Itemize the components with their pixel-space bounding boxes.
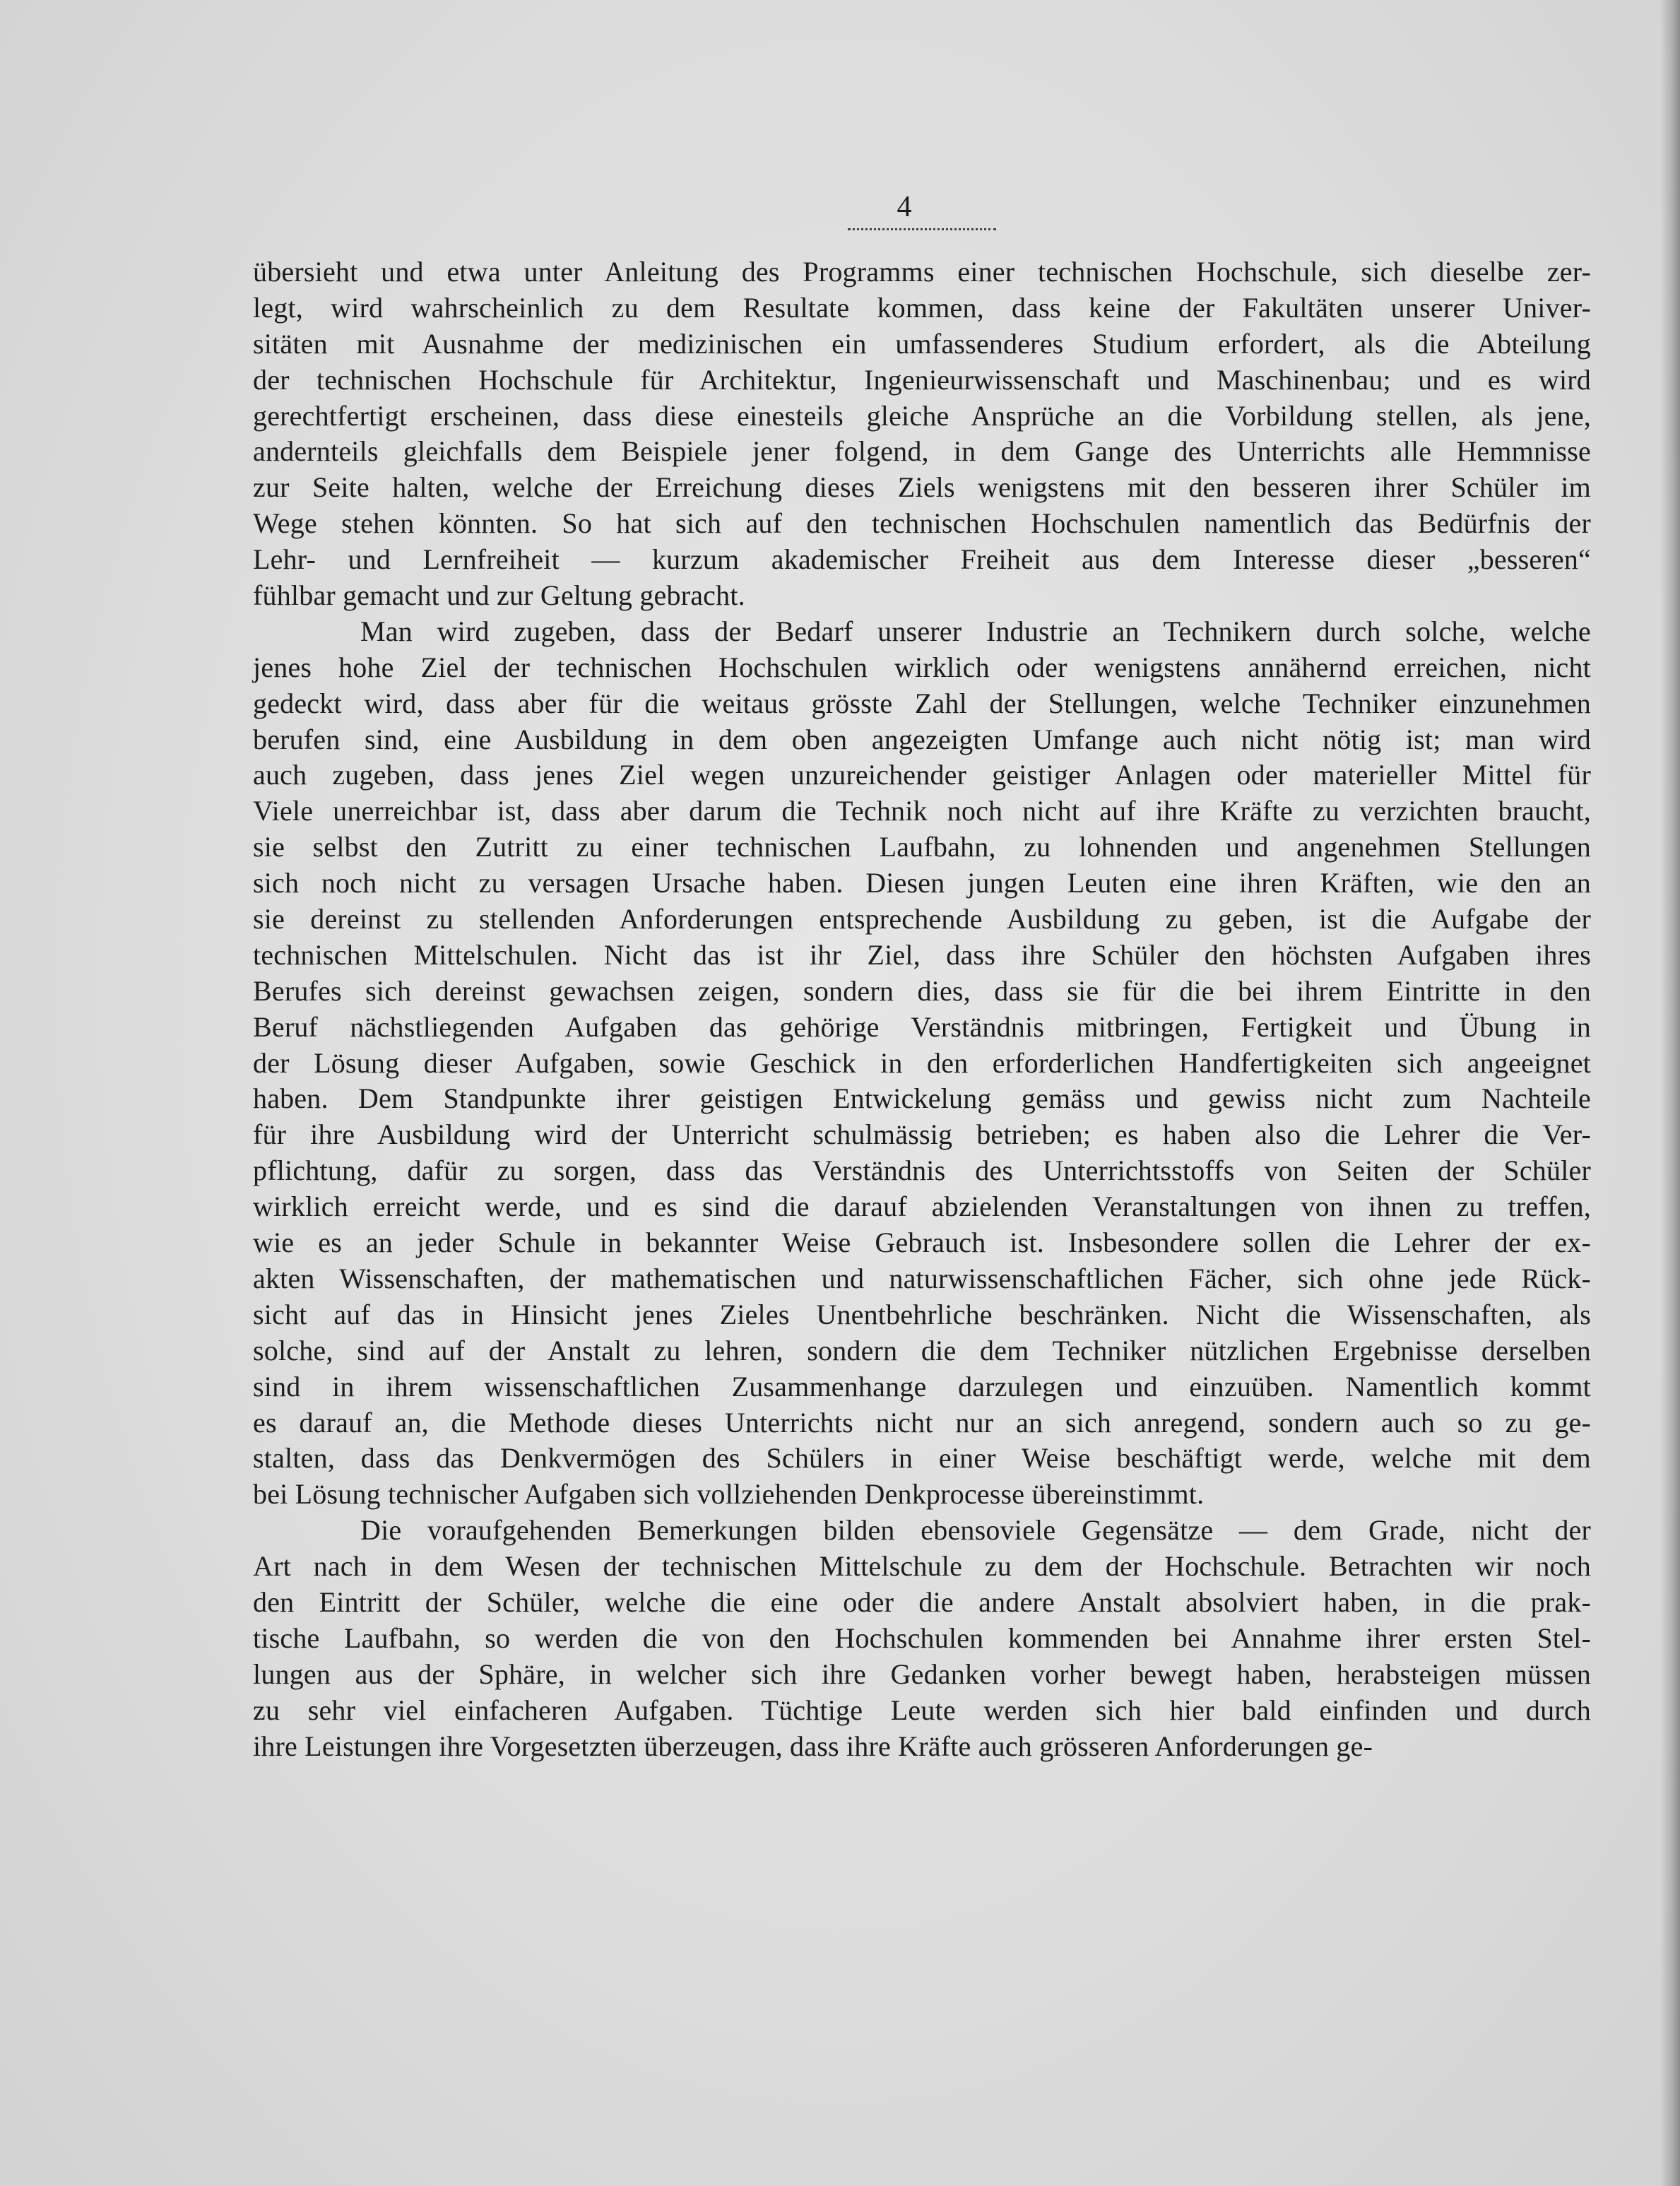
- text-line: Man wird zugeben, dass der Bedarf unserer Industrie an Technikern durch solche, welche: [360, 615, 1591, 647]
- text-line: sind in ihrem wissenschaftlichen Zusammenhange darzulegen und einzuüben. Namentlich kommt: [253, 1370, 1591, 1402]
- text-line: Beruf nächstliegenden Aufgaben das gehörige Verständnis mitbringen, Fertigkeit und Übung in: [253, 1010, 1591, 1043]
- text-line: zu sehr viel einfacheren Aufgaben. Tüchtige Leute werden sich hier bald einfinden und durch: [253, 1694, 1591, 1726]
- text-line: stalten, dass das Denkvermögen des Schülers in einer Weise beschäftigt werde, welche mit dem: [253, 1442, 1591, 1475]
- text-line: akten Wissenschaften, der mathematischen und naturwissenschaftlichen Fächer, sich ohne jede Rück-: [253, 1262, 1591, 1294]
- text-line: Die voraufgehenden Bemerkungen bilden ebensoviele Gegensätze — dem Grade, nicht der: [360, 1514, 1591, 1547]
- page-edge-shadow: [1660, 0, 1680, 2186]
- text-line: gerechtfertigt erscheinen, dass diese einesteils gleiche Ansprüche an die Vorbildung stellen, als jene,: [253, 399, 1591, 432]
- text-line: wie es an jeder Schule in bekannter Weise Gebrauch ist. Insbesondere sollen die Lehrer der ex-: [253, 1227, 1591, 1259]
- text-line: Art nach in dem Wesen der technischen Mittelschule zu dem der Hochschule. Betrachten wir noch: [253, 1550, 1591, 1583]
- text-line: sitäten mit Ausnahme der medizinischen ein umfassenderes Studium erfordert, als die Abteilung: [253, 327, 1591, 360]
- text-line: sicht auf das in Hinsicht jenes Zieles Unentbehrliche beschränken. Nicht die Wissenschaften, als: [253, 1298, 1591, 1330]
- page-number: 4: [897, 191, 912, 223]
- text-line: bei Lösung technischer Aufgaben sich vollziehenden Denkprocesse übereinstimmt.: [253, 1478, 1205, 1511]
- text-line: sich noch nicht zu versagen Ursache haben. Diesen jungen Leuten eine ihren Kräften, wie den an: [253, 867, 1591, 899]
- text-line: gedeckt wird, dass aber für die weitaus grösste Zahl der Stellungen, welche Techniker einzunehmen: [253, 687, 1591, 719]
- text-line: für ihre Ausbildung wird der Unterricht schulmässig betrieben; es haben also die Lehrer die Ver-: [253, 1118, 1591, 1151]
- text-line: Viele unerreichbar ist, dass aber darum die Technik noch nicht auf ihre Kräfte zu verzichten braucht,: [253, 795, 1591, 827]
- paragraph-2: [253, 614, 1591, 1513]
- text-line: legt, wird wahrscheinlich zu dem Resultate kommen, dass keine der Fakultäten unserer Univer-: [253, 291, 1591, 324]
- text-line: übersieht und etwa unter Anleitung des Programms einer technischen Hochschule, sich dieselbe zer-: [253, 256, 1591, 288]
- text-line: Berufes sich dereinst gewachsen zeigen, sondern dies, dass sie für die bei ihrem Eintritte in den: [253, 974, 1591, 1007]
- text-line: tische Laufbahn, so werden die von den Hochschulen kommenden bei Annahme ihrer ersten Stel-: [253, 1621, 1591, 1654]
- text-line: sie dereinst zu stellenden Anforderungen entsprechende Ausbildung zu geben, ist die Aufgabe der: [253, 903, 1591, 935]
- text-line: solche, sind auf der Anstalt zu lehren, sondern die dem Techniker nützlichen Ergebnisse derselben: [253, 1334, 1591, 1366]
- text-line: der technischen Hochschule für Architektur, Ingenieurwissenschaft und Maschinenbau; und es wird: [253, 363, 1591, 396]
- text-line: ihre Leistungen ihre Vorgesetzten überzeugen, dass ihre Kräfte auch grösseren Anforderungen ge-: [253, 1730, 1373, 1762]
- text-line: jenes hohe Ziel der technischen Hochschulen wirklich oder wenigstens annähernd erreichen, nicht: [253, 651, 1591, 683]
- text-line: es darauf an, die Methode dieses Unterrichts nicht nur an sich anregend, sondern auch so zu ge-: [253, 1406, 1591, 1438]
- text-line: der Lösung dieser Aufgaben, sowie Geschick in den erforderlichen Handfertigkeiten sich angeeignet: [253, 1046, 1591, 1079]
- text-line: zur Seite halten, welche der Erreichung dieses Ziels wenigstens mit den besseren ihrer Schüler im: [253, 471, 1591, 504]
- page-number-rule: [848, 228, 996, 230]
- text-line: technischen Mittelschulen. Nicht das ist ihr Ziel, dass ihre Schüler den höchsten Aufgaben ihres: [253, 938, 1591, 971]
- text-line: auch zugeben, dass jenes Ziel wegen unzureichender geistiger Anlagen oder materieller Mittel für: [253, 759, 1591, 791]
- text-line: wirklich erreicht werde, und es sind die darauf abzielenden Veranstaltungen von ihnen zu treffen,: [253, 1191, 1591, 1223]
- text-line: fühlbar gemacht und zur Geltung gebracht.: [253, 579, 745, 612]
- text-line: pflichtung, dafür zu sorgen, dass das Verständnis des Unterrichtsstoffs von Seiten der Schüler: [253, 1154, 1591, 1187]
- paragraph-1: [253, 254, 1591, 614]
- body-text: [253, 254, 1591, 1764]
- paragraph-3: [253, 1513, 1591, 1764]
- text-line: berufen sind, eine Ausbildung in dem oben angezeigten Umfange auch nicht nötig ist; man wird: [253, 723, 1591, 755]
- text-line: lungen aus der Sphäre, in welcher sich ihre Gedanken vorher bewegt haben, herabsteigen müssen: [253, 1658, 1591, 1690]
- text-line: andernteils gleichfalls dem Beispiele jener folgend, in dem Gange des Unterrichts alle Hemmnisse: [253, 435, 1591, 468]
- text-line: haben. Dem Standpunkte ihrer geistigen Entwickelung gemäss und gewiss nicht zum Nachteile: [253, 1082, 1591, 1115]
- text-line: den Eintritt der Schüler, welche die eine oder die andere Anstalt absolviert haben, in die prak-: [253, 1585, 1591, 1618]
- text-line: Lehr- und Lernfreiheit — kurzum akademischer Freiheit aus dem Interesse dieser „besseren“: [253, 543, 1591, 576]
- text-line: Wege stehen könnten. So hat sich auf den technischen Hochschulen namentlich das Bedürfnis der: [253, 507, 1591, 540]
- text-line: sie selbst den Zutritt zu einer technischen Laufbahn, zu lohnenden und angenehmen Stellungen: [253, 831, 1591, 863]
